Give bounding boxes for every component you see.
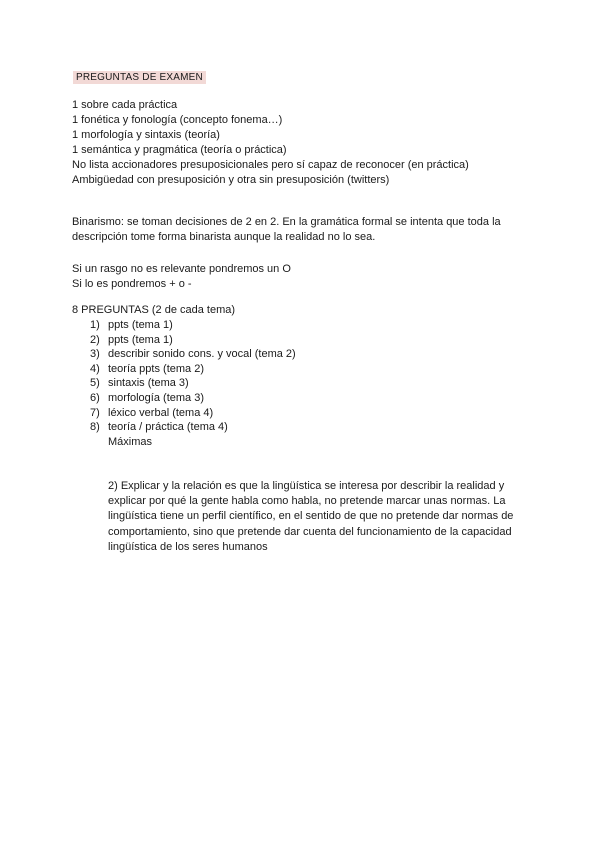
list-item bbox=[90, 347, 296, 362]
summary-line: 1 morfología y sintaxis (teoría) bbox=[72, 129, 220, 141]
list-item bbox=[90, 333, 296, 348]
list-item-text: léxico verbal (tema 4) bbox=[108, 406, 214, 419]
list-item-number: 6) bbox=[90, 391, 100, 404]
preguntas-title: 8 PREGUNTAS (2 de cada tema) bbox=[72, 304, 236, 316]
summary-line: Ambigüedad con presuposición y otra sin presuposición (twitters) bbox=[72, 174, 390, 186]
list-item-text: morfología (tema 3) bbox=[108, 391, 204, 404]
list-item bbox=[90, 362, 296, 377]
list-item bbox=[90, 391, 296, 406]
maximas-label: Máximas bbox=[108, 436, 153, 448]
page-heading: PREGUNTAS DE EXAMEN bbox=[73, 71, 206, 84]
list-item bbox=[90, 376, 296, 391]
preguntas-list bbox=[90, 318, 296, 435]
rasgo-notes bbox=[72, 262, 291, 292]
explicacion-paragraph: 2) Explicar y la relación es que la lingüística se interesa por describir la realidad y explicar por qué la gente habla como habla, no pretende marcar unas normas. La lingüística tiene un perfil científico, en el sentido de que no pretende dar normas de comportamiento, sino que pretende dar cuenta del funcionamiento de la capacidad lingüística de los seres humanos bbox=[108, 480, 514, 553]
list-item-number: 1) bbox=[90, 319, 100, 331]
summary-line: 1 sobre cada práctica bbox=[72, 99, 178, 111]
list-item-text: ppts (tema 1) bbox=[108, 319, 173, 331]
list-item-number: 5) bbox=[90, 377, 100, 390]
binarismo-paragraph: Binarismo: se toman decisiones de 2 en 2. En la gramática formal se intenta que toda la descripción tome forma binarista aunque la realidad no lo sea. bbox=[72, 216, 501, 243]
list-item-number: 3) bbox=[90, 348, 100, 361]
summary-line: 1 semántica y pragmática (teoría o práctica) bbox=[72, 144, 287, 156]
list-item-text: sintaxis (tema 3) bbox=[108, 377, 189, 390]
summary-line: No lista accionadores presuposicionales pero sí capaz de reconocer (en práctica) bbox=[72, 159, 469, 171]
rasgo-line: Si lo es pondremos + o - bbox=[72, 278, 192, 290]
list-item-number: 8) bbox=[90, 421, 100, 434]
list-item bbox=[90, 406, 296, 421]
list-item-number: 2) bbox=[90, 333, 100, 346]
list-item-text: describir sonido cons. y vocal (tema 2) bbox=[108, 348, 296, 361]
rasgo-line: Si un rasgo no es relevante pondremos un O bbox=[72, 263, 291, 275]
list-item bbox=[90, 420, 296, 435]
list-item-text: teoría / práctica (tema 4) bbox=[108, 421, 228, 434]
list-item-text: ppts (tema 1) bbox=[108, 333, 173, 346]
list-item-text: teoría ppts (tema 2) bbox=[108, 362, 204, 375]
list-item-number: 7) bbox=[90, 406, 100, 419]
list-item-number: 4) bbox=[90, 362, 100, 375]
summary-line: 1 fonética y fonología (concepto fonema…) bbox=[72, 114, 283, 126]
summary-list bbox=[72, 98, 469, 188]
list-item bbox=[90, 318, 296, 333]
